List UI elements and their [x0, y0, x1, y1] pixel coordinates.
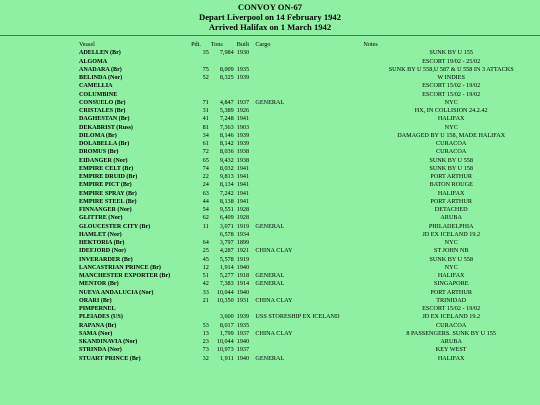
table-row: [0, 223, 540, 231]
cell-built: 1935: [236, 321, 250, 329]
cell-pdt: [191, 82, 211, 90]
cell-notes: JD EX ICELAND 19.2: [422, 230, 481, 238]
cell-vessel: DILOMA (Br): [79, 132, 117, 139]
cell-cargo: GENERAL: [255, 354, 285, 362]
cell-built: 1919: [236, 255, 250, 263]
table-row: [0, 165, 540, 173]
cell-notes: HALIFAX: [437, 189, 465, 197]
cell-vessel: SAMA (Nor): [79, 330, 113, 337]
table-row: [0, 289, 540, 297]
cell-cargo: [255, 256, 362, 264]
cell-pdt: 53: [202, 321, 209, 329]
cell-cargo: GENERAL: [255, 280, 285, 288]
cell-cargo: [255, 74, 362, 82]
cell-cargo: [255, 148, 362, 156]
cell-notes: DAMAGED BY U 158, MADE HALIFAX: [397, 131, 506, 139]
cell-tons: 3,071: [219, 222, 234, 230]
cell-pdt: 52: [202, 74, 209, 81]
table-row: [0, 148, 540, 156]
cell-vessel: HEKTORIA (Br): [79, 240, 125, 246]
col-notes-header: Notes: [363, 41, 378, 48]
table-row: [0, 338, 540, 346]
cell-vessel: IDEFJORD (Nor): [79, 248, 126, 255]
table-row: [0, 181, 540, 189]
cell-tons: 1,914: [219, 263, 234, 271]
cell-pdt: 45: [202, 255, 209, 263]
cell-notes: HALIFAX: [437, 272, 465, 279]
cell-built: 1934: [236, 230, 250, 238]
cell-cargo: [255, 165, 362, 173]
cell-vessel: CONSUELO (Br): [79, 99, 126, 106]
cell-built: 1937: [236, 98, 250, 106]
cell-pdt: 54: [202, 206, 209, 213]
table-row: [0, 330, 540, 338]
cell-notes: HALIFAX: [437, 115, 465, 123]
cell-pdt: 13: [202, 329, 209, 337]
cell-cargo: [255, 82, 362, 90]
cell-cargo: [255, 322, 362, 330]
cell-cargo: [255, 289, 362, 297]
table-row: [0, 49, 540, 57]
table-row: [0, 74, 540, 82]
cell-built: 1941: [236, 197, 250, 205]
cell-vessel: STUART PRINCE (Br): [79, 355, 141, 362]
cell-cargo: CHINA CLAY: [255, 247, 293, 255]
cell-notes: BATON ROUGE: [429, 181, 473, 189]
table-row: [0, 107, 540, 115]
table-row: [0, 190, 540, 198]
cell-vessel: ADELLEN (Br): [79, 50, 121, 57]
cell-vessel: DAGHESTAN (Br): [79, 116, 130, 123]
cell-built: 1940: [236, 354, 250, 362]
cell-vessel: BELINDA (Nor): [79, 75, 123, 81]
cell-vessel: CAMELLIA: [79, 83, 113, 90]
cell-notes: ESCORT 15/02 - 19/02: [422, 305, 481, 312]
cell-built: 1918: [236, 272, 250, 279]
cell-tons: 1,799: [219, 329, 234, 337]
cell-notes: ESCORT 15/02 - 19/02: [422, 90, 481, 98]
table-row: [0, 214, 540, 222]
cell-pdt: 74: [202, 164, 209, 172]
cell-tons: 8,138: [219, 197, 234, 205]
cell-notes: PHILADELPHIA: [428, 222, 474, 230]
table-row: [0, 297, 540, 305]
cell-tons: 9,432: [219, 156, 234, 164]
cell-cargo: GENERAL: [255, 272, 285, 279]
cell-cargo: [255, 49, 362, 57]
cell-tons: 10,350: [216, 296, 234, 304]
table-row: [0, 140, 540, 148]
cell-tons: 5,578: [219, 255, 234, 263]
cell-vessel: GLOUCESTER CITY (Br): [79, 223, 151, 230]
cell-built: 1928: [236, 214, 250, 222]
cell-notes: SUNK BY U 558,U 587 & U 558 IN 3 ATTACKS: [388, 65, 514, 73]
cell-pdt: 35: [202, 49, 209, 57]
cell-tons: 9,813: [219, 173, 234, 180]
cell-built: 1941: [236, 164, 250, 172]
table-row: [0, 173, 540, 181]
cell-built: 1926: [236, 107, 250, 114]
cell-tons: [211, 58, 237, 66]
cell-built: 1941: [236, 173, 250, 180]
cell-cargo: [255, 58, 362, 66]
cell-notes: NYC: [444, 98, 458, 106]
cell-built: 1928: [236, 206, 250, 213]
cell-vessel: EMPIRE SPRAY (Br): [79, 190, 137, 197]
cell-built: [237, 305, 256, 313]
cell-tons: 4,287: [219, 247, 234, 255]
cell-built: 1930: [236, 49, 250, 57]
cell-tons: 7,984: [219, 49, 234, 57]
cell-vessel: DROMUS (Br): [79, 149, 119, 156]
cell-built: 1940: [236, 263, 250, 271]
cell-built: [237, 91, 256, 99]
table-row: [0, 355, 540, 363]
cell-pdt: 61: [202, 140, 209, 147]
cell-vessel: MENTOR (Br): [79, 281, 119, 288]
cell-tons: 6,578: [219, 230, 234, 238]
cell-built: [237, 58, 256, 66]
cell-tons: 7,363: [219, 123, 234, 131]
cell-tons: 7,248: [219, 115, 234, 123]
table-row: [0, 313, 540, 321]
cell-notes: JD EX ICELAND 19.2: [422, 313, 481, 321]
cell-pdt: 81: [202, 123, 209, 131]
cell-vessel: ALGOMA: [79, 58, 108, 65]
cell-notes: PORT ARTHUR: [430, 173, 472, 180]
cell-tons: [211, 305, 237, 313]
table-row: [0, 272, 540, 280]
cell-built: 1941: [236, 189, 250, 197]
cell-vessel: RAPANA (Br): [79, 322, 117, 329]
table-row: [0, 231, 540, 239]
cell-built: 1940: [236, 288, 250, 296]
cell-cargo: GENERAL: [255, 98, 285, 106]
table-row: [0, 132, 540, 140]
col-vessel-header: Vessel: [79, 41, 95, 48]
cell-built: 1940: [236, 338, 250, 345]
cell-cargo: [255, 107, 362, 115]
table-row: [0, 247, 540, 255]
cell-vessel: HAMLET (Nor): [79, 231, 122, 238]
cell-cargo: [255, 264, 362, 272]
cell-built: 1941: [236, 115, 250, 123]
cell-pdt: 44: [202, 197, 209, 205]
cell-pdt: 33: [202, 288, 209, 296]
cell-cargo: [255, 239, 362, 247]
cell-notes: NYC: [444, 123, 458, 131]
cell-notes: TRINIDAD: [436, 296, 467, 304]
cell-pdt: 64: [202, 239, 209, 246]
col-tons-header: Tons: [210, 41, 223, 48]
cell-notes: DETACHED: [434, 206, 468, 213]
table-row: [0, 157, 540, 165]
cell-notes: 8 PASSENGERS. SUNK BY U 155: [406, 329, 496, 337]
cell-notes: W INDIES: [437, 74, 465, 81]
cell-vessel: GLITTRE (Nor): [79, 215, 123, 222]
convoy-header: [0, 0, 540, 32]
cell-notes: CURACOA: [436, 321, 467, 329]
cell-cargo: [255, 173, 362, 181]
cell-vessel: STRINDA (Nor): [79, 347, 122, 354]
cell-pdt: 51: [202, 272, 209, 279]
cell-pdt: 11: [202, 222, 209, 230]
cell-pdt: 12: [202, 263, 209, 271]
cell-pdt: 42: [202, 280, 209, 288]
table-row: [0, 280, 540, 288]
cell-tons: 10,973: [216, 346, 234, 354]
cell-cargo: CHINA CLAY: [255, 296, 293, 304]
cell-vessel: EMPIRE PICT (Br): [79, 182, 132, 189]
cell-pdt: 21: [202, 296, 209, 304]
cell-vessel: DEKABRIST (Russ): [79, 124, 133, 131]
cell-cargo: [255, 66, 362, 74]
cell-notes: KEY WEST: [435, 346, 467, 354]
cell-pdt: 22: [202, 173, 209, 180]
cell-built: 1937: [236, 329, 250, 337]
table-row: [0, 99, 540, 107]
cell-cargo: [255, 198, 362, 206]
cell-tons: 8,146: [219, 131, 234, 139]
cell-notes: ST JOHN NB: [433, 247, 469, 255]
cell-tons: 1,911: [220, 354, 234, 362]
cell-pdt: 65: [202, 156, 209, 164]
cell-tons: [211, 82, 237, 90]
cell-built: 1935: [236, 65, 250, 73]
convoy-table: [0, 41, 540, 363]
cell-built: 1939: [236, 313, 250, 321]
table-row: [0, 264, 540, 272]
cell-pdt: 63: [202, 189, 209, 197]
cell-pdt: [191, 305, 211, 313]
cell-cargo: [255, 181, 362, 189]
cell-built: 1939: [236, 74, 250, 81]
cell-vessel: EIDANGER (Nor): [79, 157, 128, 164]
table-row: [0, 322, 540, 330]
cell-tons: 8,325: [219, 74, 234, 81]
cell-built: [237, 82, 256, 90]
cell-vessel: LANCASTRIAN PRINCE (Br): [79, 264, 161, 271]
header-row: [0, 41, 540, 49]
cell-notes: ARUBA: [440, 338, 463, 345]
cell-pdt: [191, 58, 211, 66]
cell-pdt: 23: [202, 338, 209, 345]
cell-vessel: PIMPERNEL: [79, 306, 116, 312]
cell-tons: 10,044: [216, 288, 234, 296]
cell-vessel: SKANDINAVIA (Nor): [79, 339, 138, 345]
cell-tons: 5,277: [219, 272, 234, 279]
cell-notes: SUNK BY U 155: [429, 49, 473, 57]
cell-built: 1903: [236, 123, 250, 131]
cell-pdt: 72: [202, 148, 209, 156]
cell-cargo: [255, 140, 362, 148]
cell-cargo: [255, 346, 362, 354]
table-row: [0, 198, 540, 206]
table-row: [0, 346, 540, 354]
cell-built: 1938: [236, 156, 250, 164]
cell-vessel: EMPIRE CELT (Br): [79, 165, 134, 172]
cell-pdt: [191, 231, 211, 239]
cell-tons: 4,847: [219, 98, 234, 106]
cell-built: 1931: [236, 296, 250, 304]
cell-pdt: 71: [202, 98, 209, 106]
cell-notes: CURACOA: [436, 140, 467, 147]
cell-vessel: EMPIRE STEEL (Br): [79, 198, 137, 205]
table-header: [0, 41, 540, 49]
col-cargo-header: Cargo: [255, 41, 271, 48]
cell-tons: 8,009: [219, 65, 234, 73]
cell-tons: 7,383: [219, 280, 234, 288]
cell-tons: 8,017: [219, 321, 234, 329]
cell-notes: ESCORT 19/02 - 25/02: [422, 57, 481, 65]
cell-pdt: 75: [202, 65, 209, 73]
cell-built: 1937: [236, 346, 250, 354]
cell-notes: PORT ARTHUR: [430, 288, 472, 296]
cell-cargo: [255, 214, 362, 222]
cell-notes: CURACOA: [436, 148, 467, 156]
cell-pdt: 24: [202, 181, 209, 189]
arrival-line: Arrived Halifax on 1 March 1942: [208, 22, 332, 32]
cell-notes: HALIFAX: [437, 354, 465, 362]
cell-tons: 8,142: [219, 140, 234, 147]
header-divider: [0, 35, 540, 36]
cell-pdt: 32: [202, 354, 209, 362]
cell-pdt: 31: [202, 107, 209, 114]
cell-tons: [211, 91, 237, 99]
cell-notes: SINGAPORE: [433, 280, 469, 288]
table-row: [0, 305, 540, 313]
table-row: [0, 206, 540, 214]
cell-built: 1899: [236, 239, 250, 246]
cell-built: 1939: [236, 140, 250, 147]
cell-cargo: [255, 338, 362, 346]
cell-notes: NYC: [444, 263, 458, 271]
cell-built: 1921: [236, 247, 250, 255]
cell-vessel: ANADARA (Br): [79, 66, 122, 73]
cell-cargo: USS STORESHIP EX ICELAND: [255, 313, 340, 321]
cell-tons: 9,551: [219, 206, 234, 213]
table-row: [0, 124, 540, 132]
cell-notes: SUNK BY U 158: [429, 164, 473, 172]
cell-cargo: [255, 91, 362, 99]
cell-cargo: CHINA CLAY: [255, 329, 293, 337]
table-row: [0, 239, 540, 247]
cell-tons: 5,389: [219, 107, 234, 114]
cell-vessel: EMPIRE DRUID (Br): [79, 174, 138, 180]
cell-vessel: CRISTALES (Br): [79, 108, 126, 114]
cell-vessel: DOLABELLA (Br): [79, 141, 130, 147]
cell-cargo: [255, 305, 362, 313]
cell-tons: 7,242: [219, 189, 234, 197]
cell-cargo: [255, 124, 362, 132]
table-row: [0, 91, 540, 99]
cell-pdt: 25: [202, 247, 209, 255]
col-pdt-header: Pdt.: [191, 41, 201, 48]
cell-vessel: MANCHESTER EXPORTER (Br): [79, 273, 171, 279]
cell-notes: NYC: [444, 239, 458, 246]
cell-notes: PORT ARTHUR: [430, 197, 472, 205]
convoy-title: CONVOY ON-67: [237, 2, 303, 12]
cell-tons: 6,409: [219, 214, 234, 222]
cell-notes: SUNK BY U 558: [429, 255, 473, 263]
cell-cargo: [255, 206, 362, 214]
cell-tons: 8,036: [219, 148, 234, 156]
cell-notes: ESCORT 15/02 - 19/02: [422, 82, 481, 90]
table-row: [0, 66, 540, 74]
cell-vessel: NUEVA ANDALUCIA (Nor): [79, 289, 154, 296]
cell-cargo: [255, 132, 362, 140]
table-row: [0, 115, 540, 123]
cell-built: 1938: [236, 148, 250, 156]
cell-tons: 8,032: [219, 164, 234, 172]
col-built-header: Built: [236, 41, 250, 48]
cell-tons: 8,134: [219, 181, 234, 189]
table-body: [0, 49, 540, 363]
cell-vessel: FINNANGER (Nor): [79, 207, 132, 213]
cell-tons: 10,044: [216, 338, 234, 345]
cell-cargo: [255, 190, 362, 198]
cell-pdt: 41: [202, 115, 209, 123]
cell-notes: HX, IN COLLISION 24.2.42: [414, 107, 488, 114]
cell-cargo: [255, 115, 362, 123]
cell-pdt: 62: [202, 214, 209, 222]
cell-pdt: 73: [202, 346, 209, 354]
cell-pdt: [191, 313, 211, 321]
cell-vessel: ORARI (Br): [79, 297, 112, 304]
table-row: [0, 256, 540, 264]
cell-built: 1939: [236, 131, 250, 139]
cell-built: 1914: [236, 280, 250, 288]
cell-cargo: [255, 231, 362, 239]
cell-tons: 3,600: [219, 313, 234, 321]
cell-tons: 3,797: [219, 239, 234, 246]
departure-line: Depart Liverpool on 14 February 1942: [198, 12, 342, 22]
cell-pdt: [191, 91, 211, 99]
cell-vessel: INVERARDER (Br): [79, 256, 133, 263]
cell-pdt: 34: [202, 131, 209, 139]
cell-cargo: [255, 157, 362, 165]
cell-built: 1941: [236, 181, 250, 189]
cell-built: 1919: [236, 222, 250, 230]
table-row: [0, 58, 540, 66]
cell-vessel: COLUMBINE: [79, 91, 118, 98]
cell-vessel: PLEIADES (US): [79, 314, 123, 321]
cell-cargo: GENERAL: [255, 222, 285, 230]
cell-notes: SUNK BY U 558: [429, 156, 473, 164]
cell-notes: ARUBA: [440, 214, 463, 222]
table-row: [0, 82, 540, 90]
